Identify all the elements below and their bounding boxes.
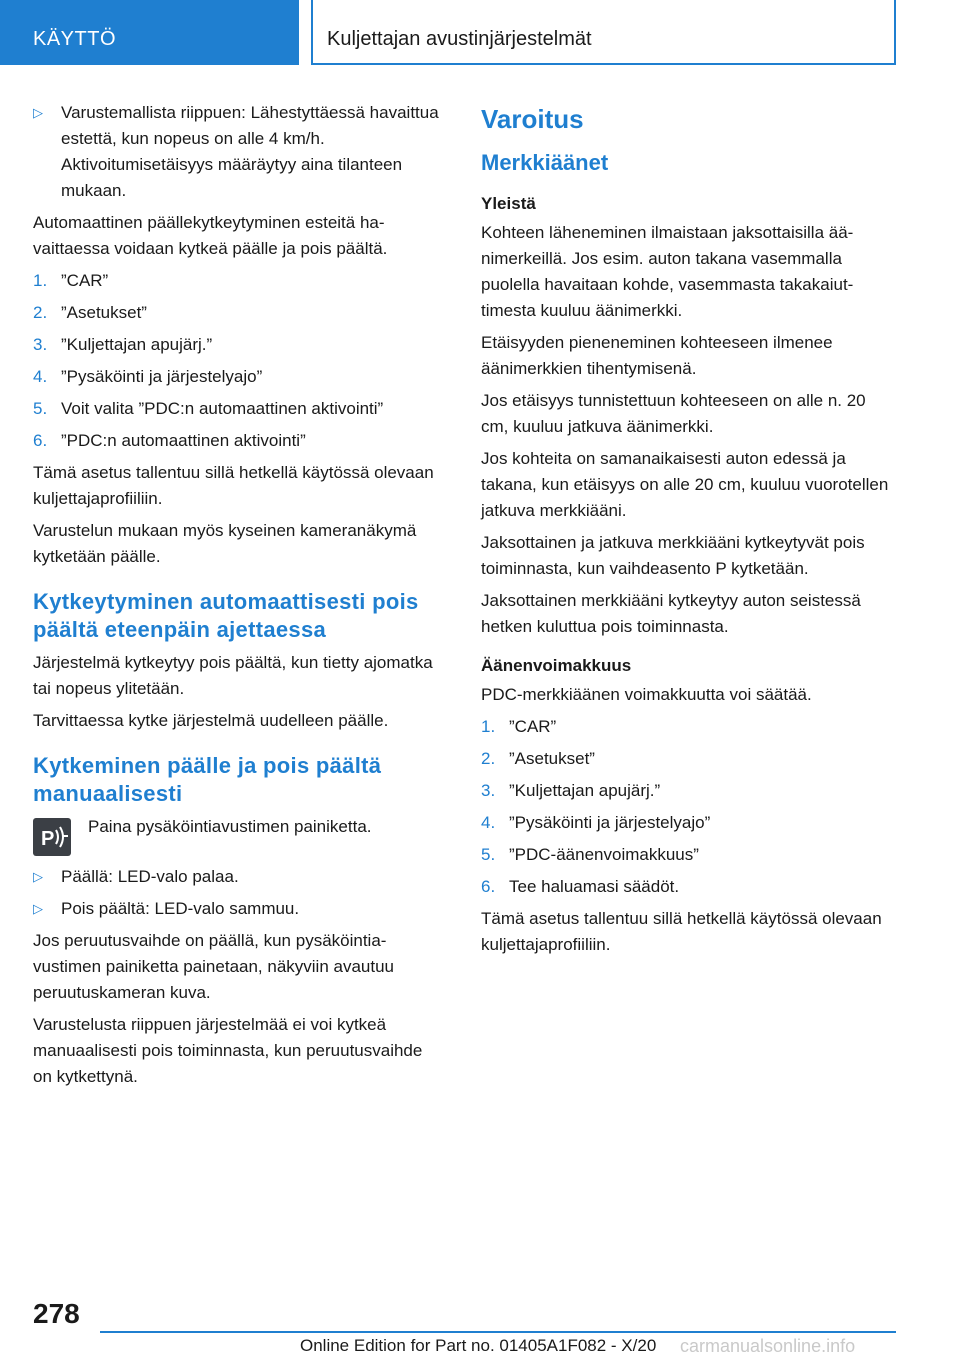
list-item (33, 332, 443, 358)
step-text: ”Asetukset” (61, 303, 147, 322)
list-item (33, 100, 443, 204)
steps-list-volume (481, 714, 891, 900)
bullet-text: Pois päältä: LED-valo sammuu. (61, 899, 300, 918)
step-text: ”Asetukset” (509, 749, 595, 768)
list-item (481, 778, 891, 804)
list-item (33, 864, 443, 890)
step-number: 5. (33, 399, 48, 418)
list-item (33, 396, 443, 422)
list-item (481, 714, 891, 740)
paragraph: Jos peruutusvaihde on päällä, kun pysäköintiavustimen painiketta painetaan, näkyviin avautuu peruutuskameran kuva. (33, 931, 395, 1002)
step-text: ”PDC:n automaattinen aktivointi” (61, 431, 306, 450)
bullet-text: Varustemallista riippuen: Lähestyttäessä havaittua estettä, kun nopeus on alle 4 km/h. Aktivoitumisetäisyys määräytyy aina tilanteen mukaan. (61, 103, 439, 200)
list-item (33, 428, 443, 454)
left-column (33, 100, 443, 1096)
header-chapter-label: Kuljettajan avustinjärjestelmät (327, 28, 592, 50)
list-item (33, 364, 443, 390)
step-number: 3. (33, 335, 48, 354)
step-text: ”Pysäköinti ja järjestelyajo” (61, 367, 263, 386)
header-section-label: KÄYTTÖ (33, 28, 117, 50)
triangle-right-icon: ▷ (33, 869, 43, 884)
bullet-text: Päällä: LED-valo palaa. (61, 867, 239, 886)
step-number: 4. (481, 813, 496, 832)
list-item (33, 268, 443, 294)
button-instruction-text: Paina pysäköintiavustimen painiketta. (88, 817, 372, 836)
list-item (33, 896, 443, 922)
step-number: 4. (33, 367, 48, 386)
list-item (481, 842, 891, 868)
step-number: 1. (33, 271, 48, 290)
footer-divider (100, 1331, 896, 1333)
triangle-right-icon: ▷ (33, 105, 43, 120)
step-number: 6. (481, 877, 496, 896)
paragraph: Jos etäisyys tunnistettuun kohteeseen on alle n. 20 cm, kuuluu jatkuva äänimerkki. (481, 391, 866, 436)
step-number: 1. (481, 717, 496, 736)
right-column (481, 100, 891, 964)
paragraph: PDC-merkkiäänen voimakkuutta voi säätää. (481, 685, 812, 704)
list-item (481, 810, 891, 836)
heading-volume: Äänenvoimakkuus (481, 656, 632, 675)
step-text: ”Kuljettajan apujärj.” (509, 781, 661, 800)
heading-manual: Kytkeminen päälle ja pois päältä manuaalisesti (33, 753, 382, 806)
section-subtitle: Merkkiäänet (481, 150, 609, 175)
park-assist-button-icon (33, 818, 71, 856)
step-number: 2. (481, 749, 496, 768)
step-number: 3. (481, 781, 496, 800)
paragraph: Jos kohteita on samanaikaisesti auton edessä ja takana, kun etäisyys on alle 20 cm, kuuluu vuorotellen jatkuva merkkiääni. (481, 449, 889, 520)
paragraph: Etäisyyden pieneneminen kohteeseen ilmenee äänimerkkien tihentymisenä. (481, 333, 833, 378)
step-text: Voit valita ”PDC:n automaattinen aktivointi” (61, 399, 384, 418)
heading-auto-off: Kytkeytyminen automaattisesti pois päältä eteenpäin ajettaessa (33, 589, 419, 642)
step-text: Tee haluamasi säädöt. (509, 877, 680, 896)
list-item (33, 300, 443, 326)
paragraph: Järjestelmä kytkeytyy pois päältä, kun tietty ajomatka tai nopeus ylitetään. (33, 653, 433, 698)
triangle-right-icon: ▷ (33, 901, 43, 916)
paragraph: Tarvittaessa kytke järjestelmä uudelleen päälle. (33, 711, 389, 730)
step-text: ”Pysäköinti ja järjestelyajo” (509, 813, 711, 832)
step-number: 2. (33, 303, 48, 322)
svg-text:P: P (41, 828, 55, 850)
watermark: carmanualsonline.info (680, 1336, 856, 1356)
paragraph: Tämä asetus tallentuu sillä hetkellä käytössä olevaan kuljettajaprofiiliin. (481, 909, 882, 954)
button-instruction (33, 814, 443, 852)
paragraph: Kohteen läheneminen ilmaistaan jaksottaisilla äänimerkeillä. Jos esim. auton takana vasemmalla puolella havaitaan kohde, vasemmasta takakaiuttimesta kuuluu äänimerkki. (481, 223, 854, 320)
header-chapter-box (311, 0, 896, 65)
step-text: ”Kuljettajan apujärj.” (61, 335, 213, 354)
paragraph: Varustelusta riippuen järjestelmää ei voi kytkeä manuaalisesti pois toiminnasta, kun peruutusvaihde on kytkettynä. (33, 1015, 423, 1086)
footer-edition: Online Edition for Part no. 01405A1F082 - X/20 (300, 1336, 657, 1355)
step-text: ”PDC-äänenvoimakkuus” (509, 845, 699, 864)
step-text: ”CAR” (61, 271, 109, 290)
header-section-tab (0, 0, 299, 65)
paragraph: Jaksottainen merkkiääni kytkeytyy auton seistessä hetken kuluttua pois toiminnasta. (481, 591, 861, 636)
paragraph: Jaksottainen ja jatkuva merkkiääni kytkeytyvät pois toiminnasta, kun vaihdeasento P kytketään. (481, 533, 865, 578)
paragraph: Tämä asetus tallentuu sillä hetkellä käytössä olevaan kuljettajaprofiiliin. (33, 463, 434, 508)
step-number: 5. (481, 845, 496, 864)
list-item (481, 874, 891, 900)
steps-list-auto-activation (33, 268, 443, 454)
heading-general: Yleistä (481, 194, 536, 213)
step-number: 6. (33, 431, 48, 450)
page-number: 278 (33, 1298, 80, 1329)
step-text: ”CAR” (509, 717, 557, 736)
page-title: Varoitus (481, 104, 584, 134)
paragraph: Varustelun mukaan myös kyseinen kameranäkymä kytketään päälle. (33, 521, 417, 566)
list-item (481, 746, 891, 772)
paragraph: Automaattinen päällekytkeytyminen esteitä havaittaessa voidaan kytkeä päälle ja pois päältä. (33, 213, 388, 258)
